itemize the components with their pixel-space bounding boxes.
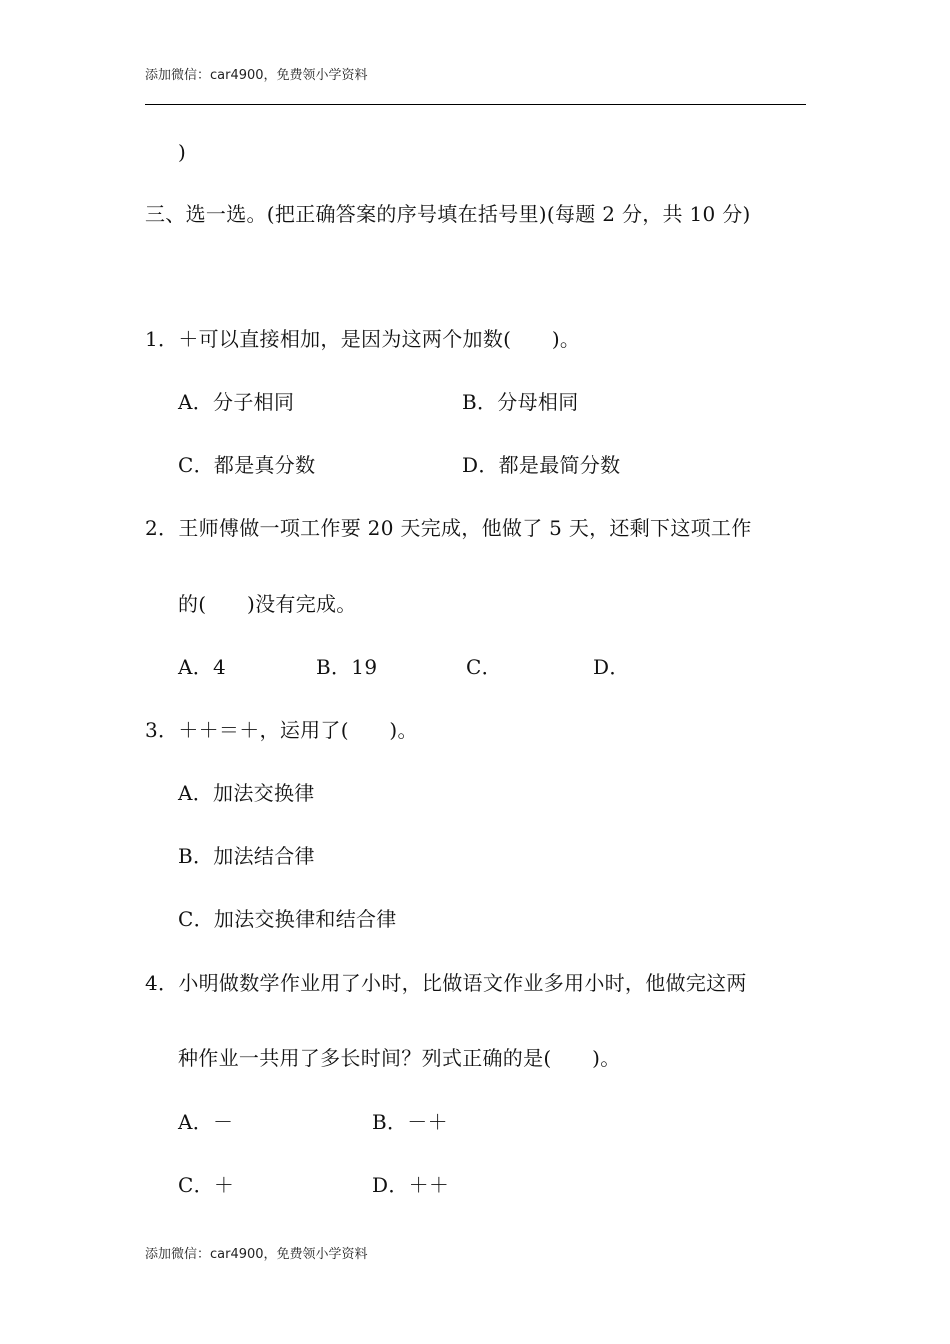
footer-watermark: 添加微信：car4900，免费领小学资料: [145, 1247, 368, 1262]
section-title: 三、选一选。(把正确答案的序号填在括号里)(每题 2 分，共 10 分): [145, 202, 751, 226]
question-3-option-a: A．加法交换律: [178, 781, 315, 805]
question-2-stem-line1: 2．王师傅做一项工作要 20 天完成，他做了 5 天，还剩下这项工作: [145, 516, 752, 540]
question-3-option-b: B．加法结合律: [178, 844, 315, 868]
question-2-option-d: D．: [593, 655, 630, 679]
question-1-option-a: A．分子相同: [178, 390, 295, 414]
question-1-stem: 1．＋可以直接相加，是因为这两个加数( )。: [145, 327, 581, 351]
continuation-paren: ): [178, 140, 187, 164]
question-4-stem-line1: 4．小明做数学作业用了小时，比做语文作业多用小时，他做完这两: [145, 971, 747, 995]
question-1-option-d: D．都是最简分数: [462, 453, 621, 477]
question-2-stem-line2: 的( )没有完成。: [178, 592, 357, 616]
question-3-stem: 3．＋＋＝＋，运用了( )。: [145, 718, 418, 742]
question-4-stem-line2: 种作业一共用了多长时间？列式正确的是( )。: [178, 1046, 621, 1070]
header-divider: [145, 104, 806, 105]
question-3-option-c: C．加法交换律和结合律: [178, 907, 397, 931]
question-1-option-c: C．都是真分数: [178, 453, 316, 477]
header-watermark: 添加微信：car4900，免费领小学资料: [145, 68, 368, 83]
question-2-option-b: B．19: [316, 655, 378, 679]
question-4-option-c: C．＋: [178, 1173, 235, 1197]
question-4-option-d: D．＋＋: [372, 1173, 450, 1197]
question-2-option-a: A．4: [178, 655, 227, 679]
question-2-option-c: C．: [466, 655, 502, 679]
question-4-option-b: B．－＋: [372, 1110, 448, 1134]
question-1-option-b: B．分母相同: [462, 390, 579, 414]
question-4-option-a: A．－: [178, 1110, 234, 1134]
